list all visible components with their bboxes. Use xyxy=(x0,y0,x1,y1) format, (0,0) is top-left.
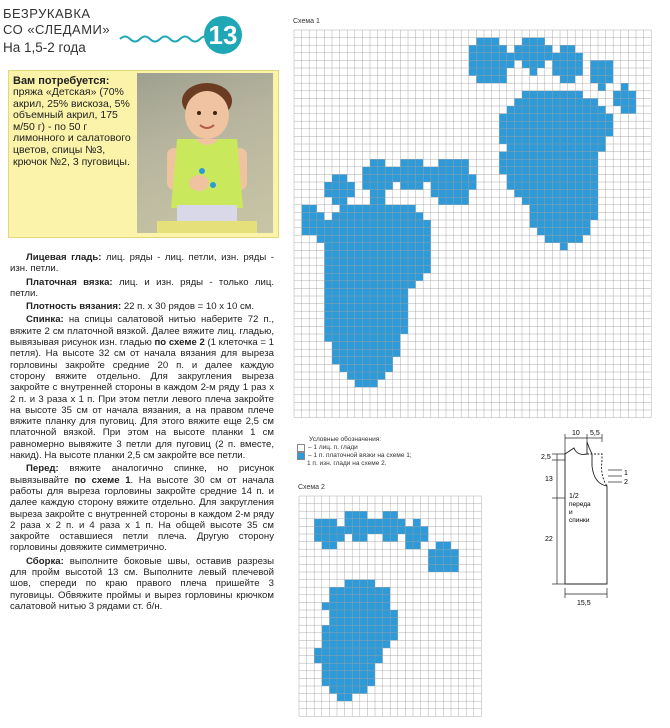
dim-right-2: 2 xyxy=(624,479,628,486)
child-photo-image xyxy=(137,73,273,233)
legend xyxy=(297,436,467,468)
scheme1-grid xyxy=(294,30,652,420)
para-garter: Платочная вязка: лиц. и изн. ряды - только лиц. петли. xyxy=(10,276,275,299)
child-photo xyxy=(137,73,273,233)
garment-pattern-diagram xyxy=(522,426,652,607)
scheme2-title: Схема 2 xyxy=(298,484,325,491)
para-back: Спинка: на спицы салатовой нитью наберите 72 п., вяжите 2 см платочной вязкой. Далее вяжите лиц. гладью, вывязывая рисунок изн. гладью по схеме 2 (1 клеточка = 1 петля). На высоте 32 см от начала вязания для выреза горловины закройте средние 20 п. и далее каждую сторону вяжите отдельно. Для закругления выреза закройте с внутренней стороны в каждом 2-м ряду 1 раз х 2 п. и 3 раза х 1 п. При этом петли левого плеча закройте на высоте 35 см от начала вязания, а на правом плече вяжите планку для пуговиц. Для этого вяжите еще 2,5 см платочной вязкой. При этом на высоте планки 1 см равномерно вывяжите 3 петли для пуговиц (2 п. вместе, накид). На высоте планки 2,5 см закройте все петли. xyxy=(10,314,275,462)
dim-left-13: 13 xyxy=(545,476,553,483)
dim-left-22: 22 xyxy=(545,536,553,543)
para-assembly: Сборка: выполните боковые швы, оставив разрезы для пройм высотой 13 см. Выполните левый плечевой шов, спереди по краю правого плеча пришейте 3 пуговицы. Обвяжите проймы и вырез горловины крючком салатовой нитью 3 рядами ст. б/н. xyxy=(10,555,274,612)
para-gauge: Плотность вязания: 22 п. х 30 рядов = 10 х 10 см. xyxy=(26,301,255,313)
legend-row-1 xyxy=(297,444,467,452)
dim-bottom: 15,5 xyxy=(577,600,591,607)
dim-left-25: 2,5 xyxy=(541,454,551,461)
legend-item-1: – 1 лиц. п. глади xyxy=(308,444,358,451)
pattern-label-3: и xyxy=(569,509,573,516)
dim-right-1: 1 xyxy=(624,470,628,477)
number-badge xyxy=(204,16,242,54)
title-line-1: БЕЗРУКАВКА xyxy=(3,6,91,21)
materials-text-block xyxy=(13,75,131,168)
pattern-label-4: спинки xyxy=(569,517,590,524)
dim-top-10: 10 xyxy=(572,430,580,437)
legend-row-2 xyxy=(297,452,467,460)
scheme2-grid xyxy=(299,496,483,721)
legend-blue-square-icon xyxy=(297,452,305,460)
pattern-label-2: переда xyxy=(569,501,591,508)
para-stockinette: Лицевая гладь: лиц. ряды - лиц. петли, изн. ряды - изн. петли. xyxy=(10,252,274,275)
dim-top-55: 5,5 xyxy=(590,430,600,437)
para-front: Перед: вяжите аналогично спинке, но рисунок вывязывайте по схеме 1. На высоте 30 см от начала работы для выреза горловины закройте средние 14 п. и далее каждую сторону вяжите отдельно. Для закругления выреза закройте с внутренней стороны в каждом 2-м ряду 2 раза х 2 п. и 4 раза х 1 п. На общей высоте 35 см закройте оставшиеся петли плеча. Другую сторону горловины довяжите симметрично. xyxy=(10,463,274,554)
legend-item-2: – 1 п. платочной вязки на схеме 1; xyxy=(308,452,412,459)
badge-number: 13 xyxy=(208,19,238,50)
materials-heading: Вам потребуется: xyxy=(13,75,110,87)
subtitle-age: На 1,5-2 года xyxy=(3,40,86,55)
legend-white-square-icon xyxy=(297,444,305,452)
legend-item-2b: 1 п. изн. глади на схеме 2. xyxy=(307,460,387,467)
scheme1-title: Схема 1 xyxy=(293,18,320,25)
materials-text: пряжа «Детская» (70% акрил, 25% вискоза, 5% объемный акрил, 175 м/50 г) - по 50 г лимонного и салатового цветов, спицы №3, крючок №2, 3 пуговицы. xyxy=(13,86,131,168)
legend-title: Условные обозначения: xyxy=(309,436,382,443)
pattern-label-1: 1/2 xyxy=(569,493,579,500)
title-line-2: СО «СЛЕДАМИ» xyxy=(3,22,111,37)
instructions xyxy=(10,252,274,614)
